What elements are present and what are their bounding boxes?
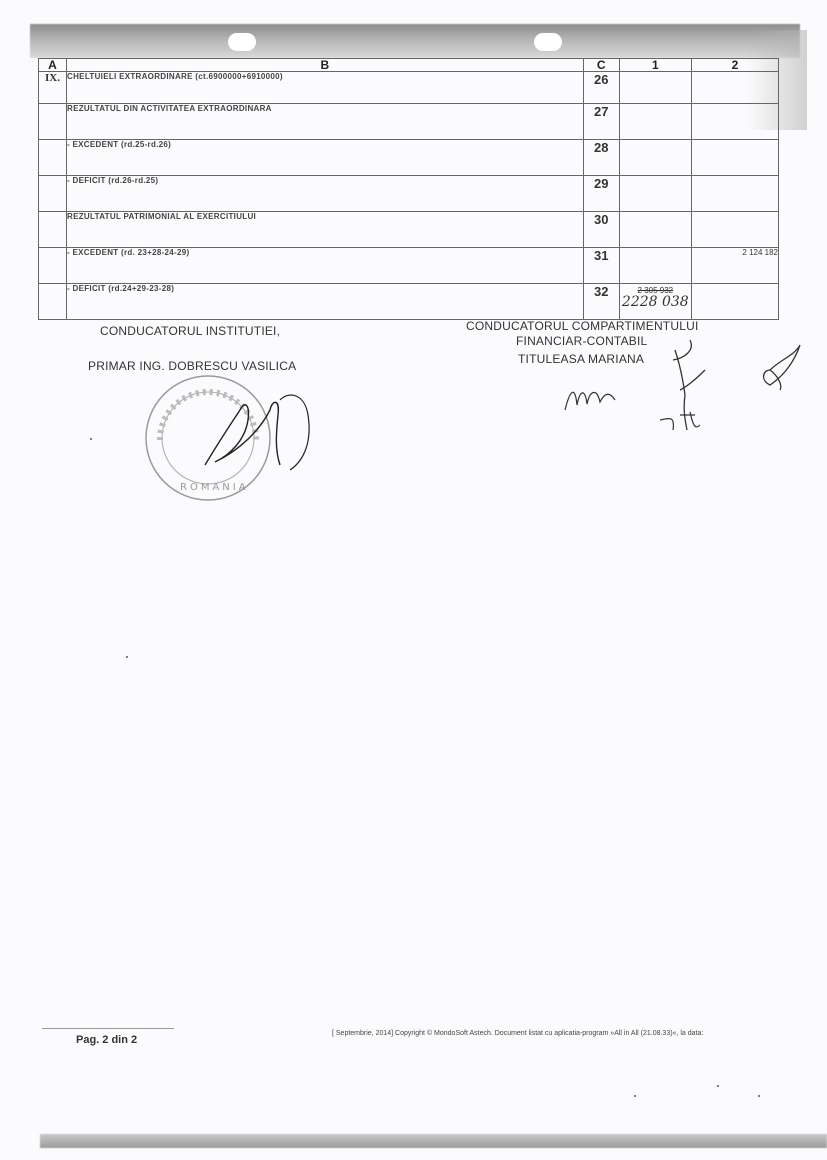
scan-speck [758, 1095, 760, 1097]
header-col-2: 2 [691, 59, 778, 72]
punch-hole [534, 33, 562, 51]
row-value-col2 [691, 212, 778, 248]
row-value-col1 [619, 140, 691, 176]
row-section: IX. [39, 72, 67, 104]
table-row [39, 284, 779, 320]
official-stamp [130, 370, 330, 510]
row-label: - EXCEDENT (rd. 23+28-24-29) [67, 248, 584, 284]
row-code: 28 [583, 140, 619, 176]
row-value-col2 [691, 72, 778, 104]
row-value-col2 [691, 284, 778, 320]
row-value-col2 [691, 140, 778, 176]
row-value-col1-corrected [619, 284, 691, 320]
row-code: 29 [583, 176, 619, 212]
scan-speck [90, 438, 92, 440]
left-signatory-title: CONDUCATORUL INSTITUTIEI, [100, 324, 281, 338]
row-code: 32 [583, 284, 619, 320]
page-number: Pag. 2 din 2 [76, 1034, 138, 1046]
row-section [39, 248, 67, 284]
header-col-c: C [583, 59, 619, 72]
scan-speck [634, 1095, 636, 1097]
table-row [39, 104, 779, 140]
scan-shadow-top [30, 24, 800, 58]
header-col-b: B [67, 59, 584, 72]
table-row [39, 248, 779, 284]
row-section [39, 176, 67, 212]
row-section [39, 140, 67, 176]
scan-speck [717, 1085, 719, 1087]
handwritten-signatures [555, 330, 815, 440]
statement-table [38, 58, 779, 320]
row-label: - DEFICIT (rd.24+29-23-28) [67, 284, 584, 320]
stamp-text: ROMANIA [180, 482, 249, 493]
table-row [39, 212, 779, 248]
row-code: 31 [583, 248, 619, 284]
handwritten-value: 2228 038 [621, 294, 689, 310]
table-row [39, 72, 779, 104]
row-value-col1 [619, 104, 691, 140]
row-label: - EXCEDENT (rd.25-rd.26) [67, 140, 584, 176]
copyright-note: [ Septembrie, 2014] Copyright © MondoSoft Astech. Document listat cu aplicatia-program »All in All (21.08.33)«, la data: [332, 1030, 704, 1037]
table-row [39, 140, 779, 176]
row-label: - DEFICIT (rd.26-rd.25) [67, 176, 584, 212]
right-signatory-name: TITULEASA MARIANA [518, 352, 645, 366]
right-signatory-department: FINANCIAR-CONTABIL [516, 334, 648, 348]
row-label: REZULTATUL DIN ACTIVITATEA EXTRAORDINARA [67, 104, 584, 140]
header-col-a: A [39, 59, 67, 72]
row-value-col1 [619, 212, 691, 248]
footer-rule [42, 1028, 174, 1029]
left-signatory-name: PRIMAR ING. DOBRESCU VASILICA [88, 359, 297, 373]
row-label: REZULTATUL PATRIMONIAL AL EXERCITIULUI [67, 212, 584, 248]
scan-shadow-bottom [40, 1134, 827, 1148]
struck-value: 2 305 932 [637, 286, 674, 295]
row-value-col1 [619, 72, 691, 104]
row-code: 30 [583, 212, 619, 248]
row-value-col1 [619, 248, 691, 284]
row-code: 26 [583, 72, 619, 104]
row-section [39, 212, 67, 248]
punch-hole [228, 33, 256, 51]
row-section [39, 284, 67, 320]
row-value-col2: 2 124 182 [691, 248, 778, 284]
row-value-col1 [619, 176, 691, 212]
row-label: CHELTUIELI EXTRAORDINARE (ct.6900000+6910000) [67, 72, 584, 104]
row-section [39, 104, 67, 140]
right-signatory-title: CONDUCATORUL COMPARTIMENTULUI [466, 319, 699, 333]
scan-speck [126, 656, 128, 658]
row-value-col2 [691, 176, 778, 212]
row-value-col2 [691, 104, 778, 140]
row-code: 27 [583, 104, 619, 140]
table-header-row [39, 59, 779, 72]
table-row [39, 176, 779, 212]
header-col-1: 1 [619, 59, 691, 72]
